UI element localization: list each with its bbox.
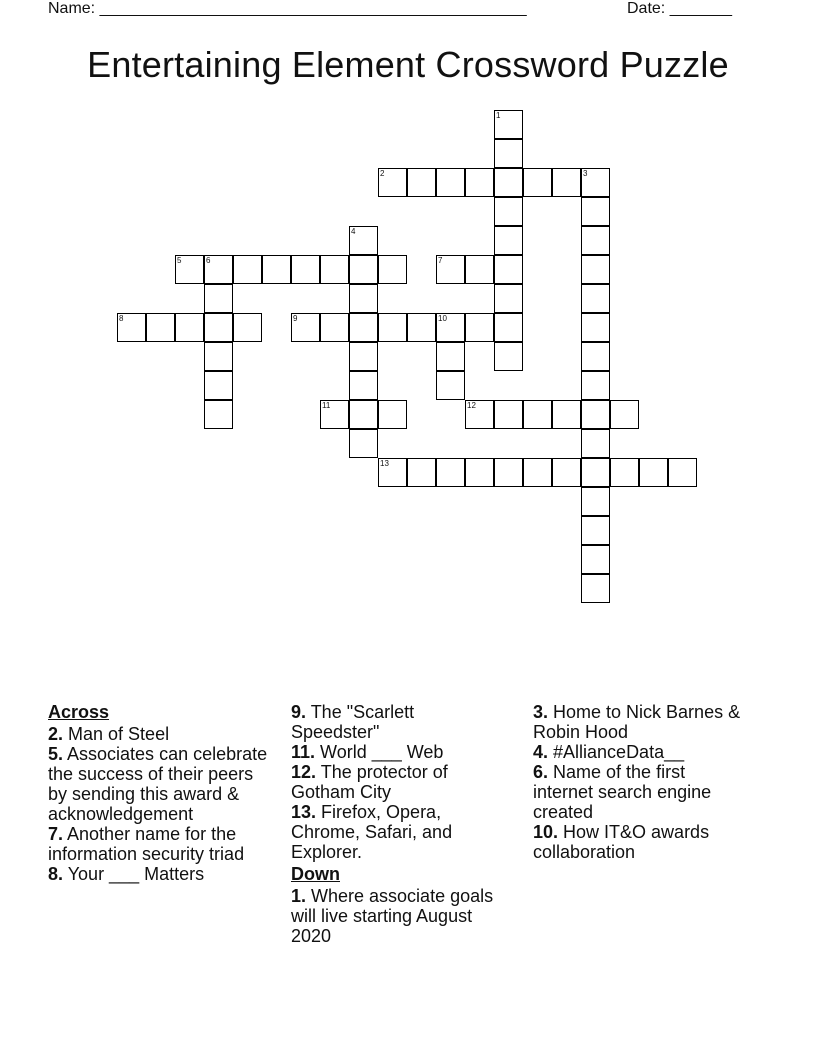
grid-cell[interactable]: [378, 313, 407, 342]
grid-cell[interactable]: [146, 313, 175, 342]
grid-cell[interactable]: [378, 458, 407, 487]
clue-number: 1: [496, 111, 501, 120]
name-field-label: Name: ________________________________________________: [48, 0, 527, 17]
clue-item-text: #AllianceData__: [548, 742, 685, 762]
clue-item-number: 8.: [48, 864, 64, 884]
clue-item-text: The "Scarlett Speedster": [291, 702, 415, 742]
grid-cell[interactable]: [581, 429, 610, 458]
clue-number: 5: [177, 256, 182, 265]
grid-cell[interactable]: [320, 313, 349, 342]
grid-cell[interactable]: [291, 313, 320, 342]
grid-cell[interactable]: [465, 400, 494, 429]
grid-cell[interactable]: [349, 226, 378, 255]
grid-cell[interactable]: [610, 458, 639, 487]
clue-item: [48, 744, 273, 824]
grid-cell[interactable]: [349, 255, 378, 284]
grid-cell[interactable]: [494, 110, 523, 139]
clue-column-2: [291, 702, 506, 946]
clue-item-text: Another name for the information security triad: [48, 824, 245, 864]
clue-number: 9: [293, 314, 298, 323]
grid-cell[interactable]: [494, 284, 523, 313]
clue-item-text: World ___ Web: [315, 742, 444, 762]
grid-cell[interactable]: [581, 197, 610, 226]
clue-number: 6: [206, 256, 211, 265]
clue-item-text: Firefox, Opera, Chrome, Safari, and Explorer.: [291, 802, 453, 862]
clue-item-number: 5.: [48, 744, 64, 764]
clue-item-number: 6.: [533, 762, 549, 782]
clue-item: [291, 762, 506, 802]
down-heading: Down: [291, 864, 340, 884]
grid-cell[interactable]: [175, 313, 204, 342]
grid-cell[interactable]: [581, 284, 610, 313]
grid-cell[interactable]: [465, 313, 494, 342]
clue-number: 13: [380, 459, 389, 468]
grid-cell[interactable]: [494, 255, 523, 284]
grid-cell[interactable]: [465, 168, 494, 197]
grid-cell[interactable]: [204, 400, 233, 429]
grid-cell[interactable]: [204, 371, 233, 400]
down-clue-list: [291, 886, 506, 946]
grid-cell[interactable]: [349, 371, 378, 400]
clue-item-number: 12.: [291, 762, 317, 782]
grid-cell[interactable]: [610, 400, 639, 429]
grid-cell[interactable]: [349, 313, 378, 342]
clue-number: 8: [119, 314, 124, 323]
clue-item-number: 1.: [291, 886, 307, 906]
clue-number: 2: [380, 169, 385, 178]
grid-cell[interactable]: [494, 197, 523, 226]
grid-cell[interactable]: [552, 168, 581, 197]
grid-cell[interactable]: [581, 342, 610, 371]
grid-cell[interactable]: [407, 313, 436, 342]
grid-cell[interactable]: [639, 458, 668, 487]
grid-cell[interactable]: [436, 371, 465, 400]
grid-cell[interactable]: [494, 400, 523, 429]
clue-item-text: Name of the first internet search engine created: [533, 762, 712, 822]
grid-cell[interactable]: [552, 400, 581, 429]
clue-item-text: The protector of Gotham City: [291, 762, 448, 802]
clue-item-number: 13.: [291, 802, 317, 822]
grid-cell[interactable]: [436, 255, 465, 284]
clue-item: [291, 802, 506, 862]
grid-cell[interactable]: [581, 545, 610, 574]
clue-item-number: 7.: [48, 824, 64, 844]
grid-cell[interactable]: [378, 168, 407, 197]
grid-cell[interactable]: [494, 342, 523, 371]
clue-item: [291, 742, 506, 762]
clue-item-text: Where associate goals will live starting August 2020: [291, 886, 494, 946]
grid-cell[interactable]: [465, 458, 494, 487]
clue-number: 3: [583, 169, 588, 178]
grid-cell[interactable]: [494, 458, 523, 487]
grid-cell[interactable]: [581, 574, 610, 603]
grid-cell[interactable]: [378, 255, 407, 284]
grid-cell[interactable]: [494, 168, 523, 197]
grid-cell[interactable]: [581, 516, 610, 545]
clue-item-number: 11.: [291, 742, 316, 762]
grid-cell[interactable]: [407, 168, 436, 197]
grid-cell[interactable]: [494, 313, 523, 342]
grid-cell[interactable]: [581, 255, 610, 284]
grid-cell[interactable]: [378, 400, 407, 429]
grid-cell[interactable]: [349, 429, 378, 458]
grid-cell[interactable]: [204, 313, 233, 342]
grid-cell[interactable]: [204, 342, 233, 371]
grid-cell[interactable]: [581, 458, 610, 487]
across-clue-list-continued: [291, 702, 506, 862]
down-clue-list-continued: [533, 702, 748, 862]
grid-cell[interactable]: [523, 400, 552, 429]
page-title: Entertaining Element Crossword Puzzle: [87, 44, 729, 85]
grid-cell[interactable]: [320, 255, 349, 284]
grid-cell[interactable]: [668, 458, 697, 487]
grid-cell[interactable]: [436, 458, 465, 487]
clue-column-3: [533, 702, 748, 862]
grid-cell[interactable]: [581, 487, 610, 516]
clue-item-number: 2.: [48, 724, 64, 744]
clue-item-number: 3.: [533, 702, 549, 722]
clue-number: 10: [438, 314, 447, 323]
grid-cell[interactable]: [581, 226, 610, 255]
grid-cell[interactable]: [262, 255, 291, 284]
grid-cell[interactable]: [233, 313, 262, 342]
clue-item: [48, 864, 273, 884]
grid-cell[interactable]: [523, 168, 552, 197]
across-clue-list: [48, 724, 273, 884]
grid-cell[interactable]: [581, 168, 610, 197]
clue-number: 4: [351, 227, 356, 236]
clue-number: 11: [322, 401, 331, 410]
grid-cell[interactable]: [349, 400, 378, 429]
clue-item-number: 4.: [533, 742, 549, 762]
grid-cell[interactable]: [465, 255, 494, 284]
grid-cell[interactable]: [523, 458, 552, 487]
grid-cell[interactable]: [349, 284, 378, 313]
clue-item-text: Associates can celebrate the success of their peers by sending this award & acknowledgement: [48, 744, 268, 824]
date-field-label: Date: _______: [627, 0, 732, 17]
clue-item: [533, 702, 748, 742]
grid-cell[interactable]: [436, 342, 465, 371]
grid-cell[interactable]: [581, 400, 610, 429]
grid-cell[interactable]: [494, 226, 523, 255]
clue-item: [533, 742, 748, 762]
clue-item: [533, 762, 748, 822]
grid-cell[interactable]: [494, 139, 523, 168]
clue-item: [533, 822, 748, 862]
clue-column-1: [48, 702, 273, 884]
clue-item: [291, 886, 506, 946]
grid-cell[interactable]: [581, 313, 610, 342]
grid-cell[interactable]: [291, 255, 320, 284]
clue-item-number: 10.: [533, 822, 559, 842]
grid-cell[interactable]: [233, 255, 262, 284]
grid-cell[interactable]: [581, 371, 610, 400]
across-heading: Across: [48, 702, 110, 722]
grid-cell[interactable]: [204, 255, 233, 284]
clue-item: [48, 824, 273, 864]
clue-number: 7: [438, 256, 443, 265]
grid-cell[interactable]: [117, 313, 146, 342]
grid-cell[interactable]: [436, 313, 465, 342]
grid-cell[interactable]: [320, 400, 349, 429]
clue-item-text: How IT&O awards collaboration: [533, 822, 710, 862]
clue-item-text: Your ___ Matters: [63, 864, 205, 884]
grid-cell[interactable]: [407, 458, 436, 487]
clue-item-text: Home to Nick Barnes & Robin Hood: [533, 702, 741, 742]
clue-item: [48, 724, 273, 744]
grid-cell[interactable]: [436, 168, 465, 197]
clue-item-text: Man of Steel: [63, 724, 170, 744]
clue-number: 12: [467, 401, 476, 410]
clue-item: [291, 702, 506, 742]
clue-item-number: 9.: [291, 702, 307, 722]
grid-cell[interactable]: [204, 284, 233, 313]
grid-cell[interactable]: [349, 342, 378, 371]
grid-cell[interactable]: [552, 458, 581, 487]
grid-cell[interactable]: [175, 255, 204, 284]
